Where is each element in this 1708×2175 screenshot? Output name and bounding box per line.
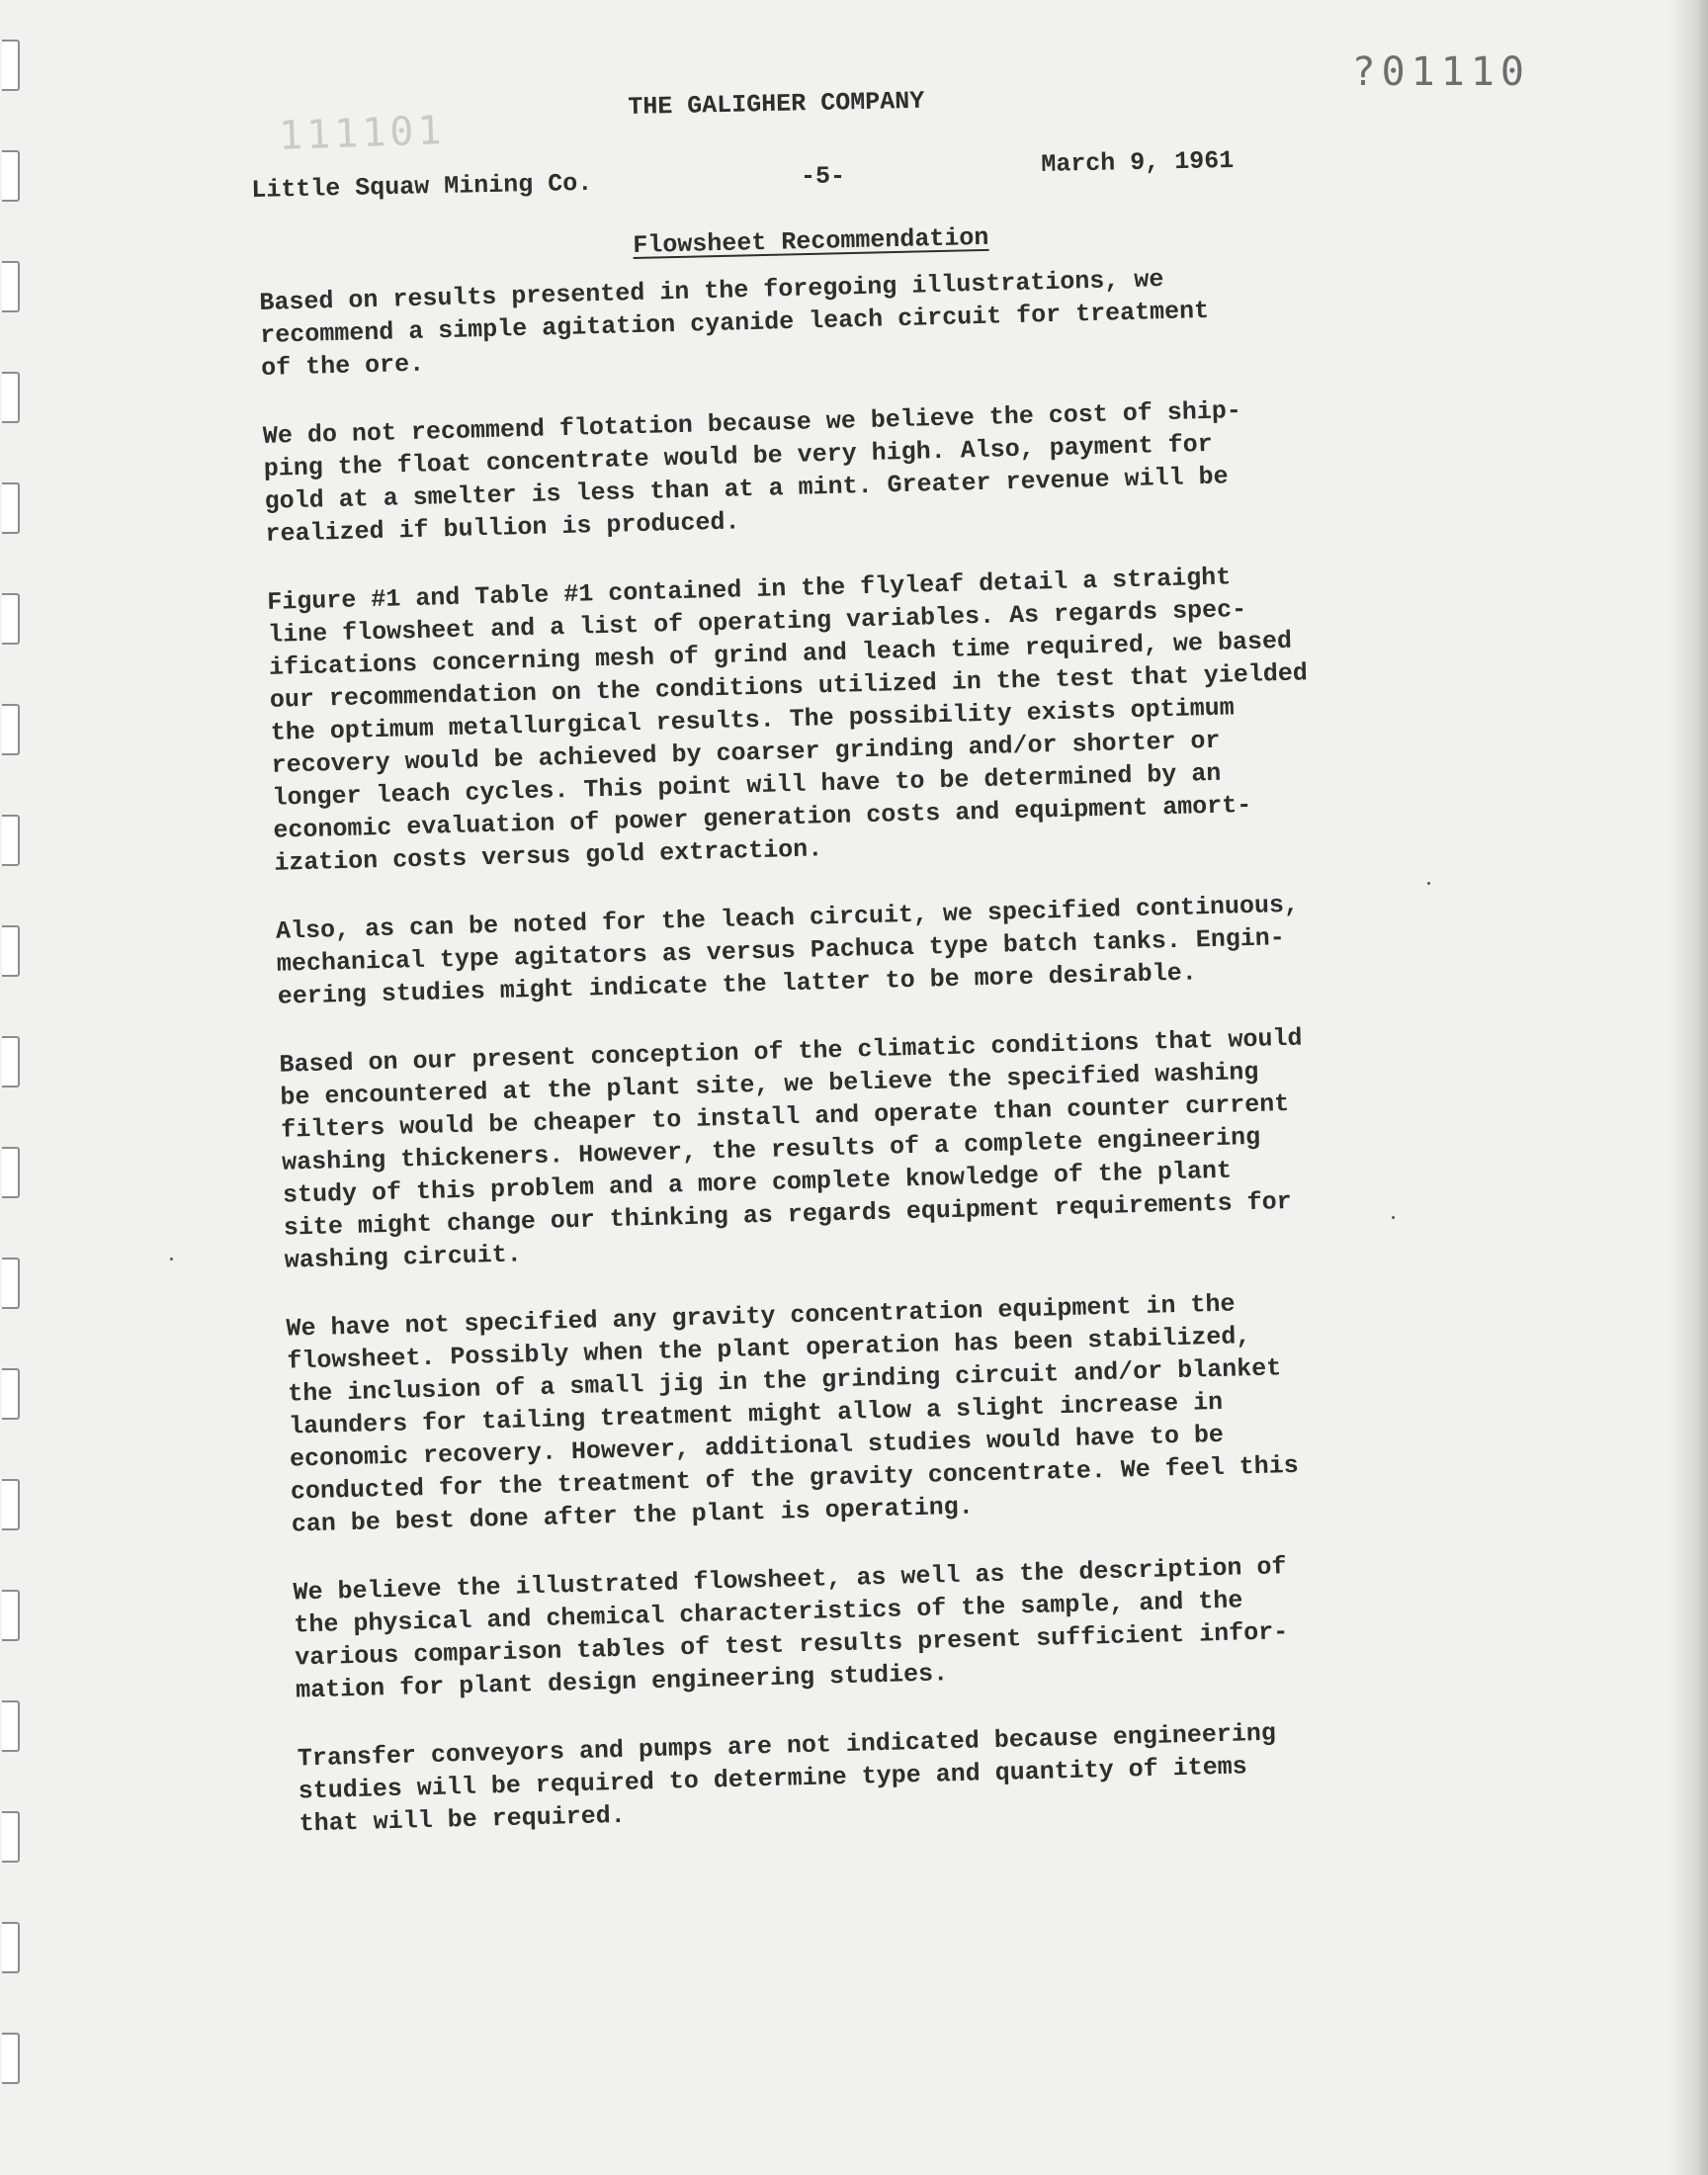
paragraph: We do not recommend flotation because we believe the cost of ship- ping the float concentrate would be very high. Also, payment for gold at a smelter is less than at a mint. Greater revenue will be realized if bullion is produced. (262, 396, 1242, 549)
binder-hole (2, 593, 20, 645)
section-title: Flowsheet Recommendation (633, 222, 989, 260)
binder-hole (2, 372, 20, 423)
binder-hole (2, 1258, 20, 1309)
binder-hole (2, 2033, 20, 2084)
binder-hole (2, 1700, 20, 1752)
paragraph: Transfer conveyors and pumps are not indicated because engineering studies will be required to determine type and quantity of items that will be required. (297, 1718, 1277, 1839)
paragraph: Based on our present conception of the climatic conditions that would be encountered at the plant site, we believe the specified washing filters would be cheaper to install and operate than counter current washing thickeners. However, the results of a complete engineering study of this problem and a more complete knowledge of the plant site might change our thinking as regards equipment requirements for washing circuit. (279, 1023, 1303, 1275)
binder-hole (2, 925, 20, 977)
document-stamp-number: ?01110 (1351, 49, 1530, 95)
binder-hole (2, 482, 20, 534)
binder-hole (2, 1811, 20, 1863)
binder-hole (2, 40, 20, 91)
paper-speck (1392, 1216, 1395, 1219)
faint-stamp-number: 111101 (278, 108, 447, 159)
letterhead-company: THE GALIGHER COMPANY (628, 86, 925, 122)
binder-hole (2, 704, 20, 755)
binder-hole (2, 1479, 20, 1530)
page-edge-shadow (1668, 0, 1708, 2175)
letter-date: March 9, 1961 (1041, 145, 1235, 179)
paper-speck (1427, 882, 1430, 885)
binder-hole (2, 1922, 20, 1973)
paper-speck (170, 1258, 173, 1261)
binder-hole (2, 1590, 20, 1641)
binder-hole (2, 150, 20, 202)
letter-body (259, 255, 1516, 1876)
page-number: -5- (801, 162, 846, 191)
paragraph: We have not specified any gravity concentration equipment in the flowsheet. Possibly when the plant operation has been stabilized, the inclusion of a small jig in the grinding circuit and/or blanket launders for tailing treatment might allow a slight increase in economic recovery. However, additional studies would have to be conducted for the treatment of the gravity concentrate. We feel this can be best done after the plant is operating. (286, 1289, 1300, 1539)
binder-holes (0, 0, 26, 2175)
binder-hole (2, 261, 20, 312)
addressee: Little Squaw Mining Co. (251, 168, 593, 205)
binder-hole (2, 1147, 20, 1198)
paragraph: Figure #1 and Table #1 contained in the flyleaf detail a straight line flowsheet and a list of operating variables. As regards spec- ifications concerning mesh of grind and leach time required, we based our recommendation on the conditions utilized in the test that yielded the optimum metallurgical results. The possibility exists optimum recovery would be achieved by coarser grinding and/or shorter or longer leach cycles. This point will have to be determined by an economic evaluation of power generation costs and equipment amort- ization costs versus gold extraction. (266, 563, 1309, 878)
paragraph: Based on results presented in the foregoing illustrations, we recommend a simple agitation cyanide leach circuit for treatment of the ore. (259, 265, 1210, 383)
binder-hole (2, 1036, 20, 1088)
paragraph: We believe the illustrated flowsheet, as well as the description of the physical and chemical characteristics of the sample, and the various comparison tables of test results present sufficient infor- mation for plant design engineering studies. (293, 1552, 1289, 1705)
binder-hole (2, 1368, 20, 1420)
paragraph: Also, as can be noted for the leach circuit, we specified continuous, mechanical type agitators as versus Pachuca type batch tanks. Engin- eering studies might indicate the latter to be more desirable. (275, 890, 1300, 1011)
binder-hole (2, 815, 20, 866)
